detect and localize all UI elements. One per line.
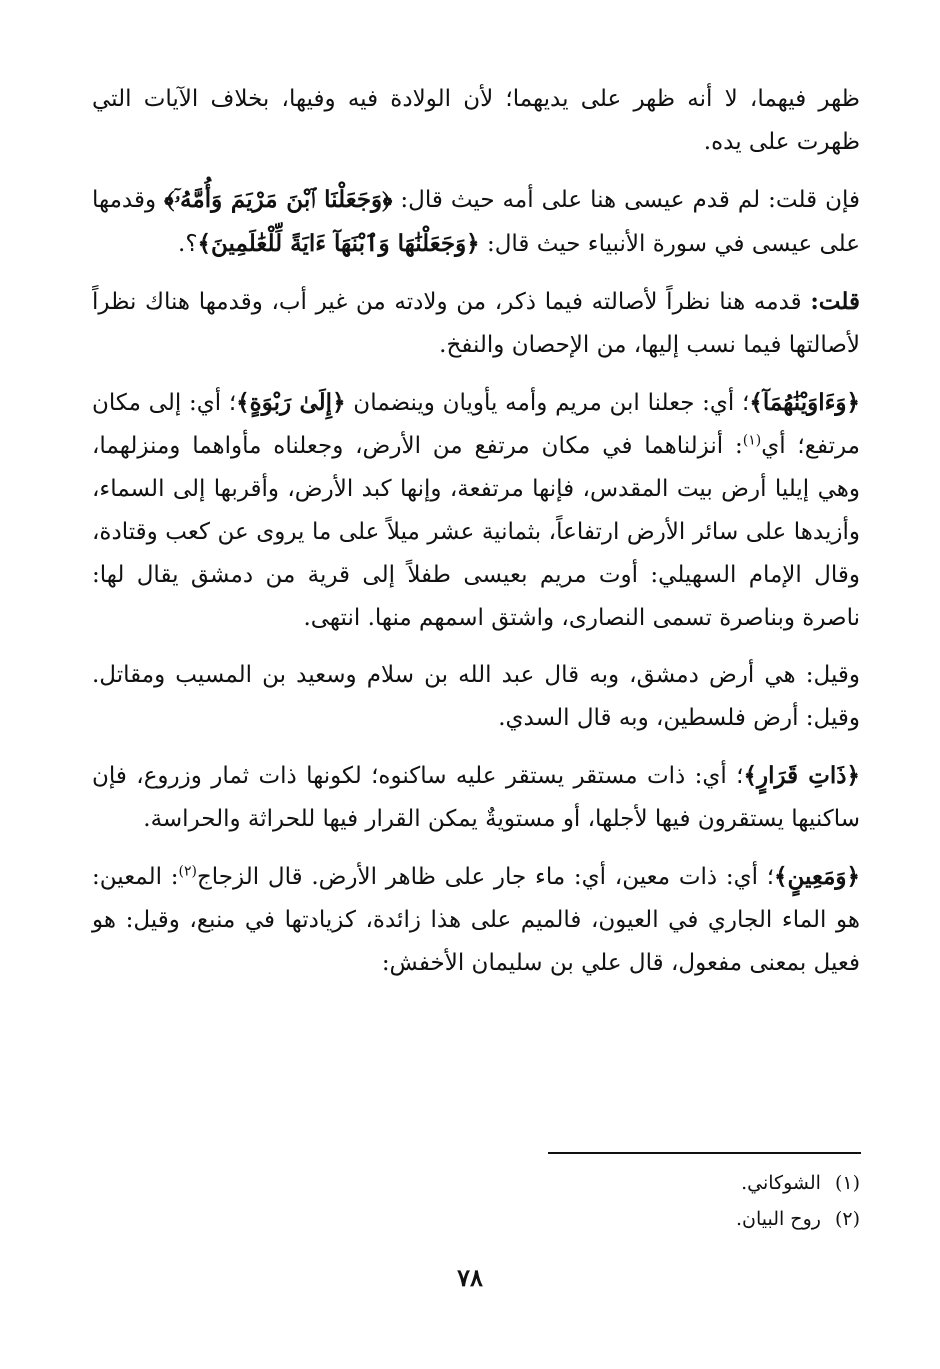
footnote-text: الشوكاني. bbox=[741, 1172, 821, 1194]
footnote-reference: (٢) bbox=[178, 863, 197, 880]
paragraph-p7 bbox=[92, 855, 860, 985]
quran-quote: ﴿وَجَعَلْنَا ٱبْنَ مَرْيَمَ وَأُمَّهُۥٓ﴾ bbox=[164, 186, 393, 213]
text-run: قدمه هنا نظراً لأصالته فيما ذكر، من ولادته من غير أب، وقدمها هناك نظراً لأصالتها فيما نسب إليها، من الإحصان والنفخ. bbox=[92, 289, 860, 358]
footnote-number: (٢) bbox=[834, 1208, 860, 1230]
footnote-divider bbox=[548, 1152, 861, 1154]
quran-quote: ﴿وَمَعِينٍ﴾ bbox=[774, 863, 860, 890]
footnote-2 bbox=[360, 1201, 860, 1237]
quran-quote: ﴿وَجَعَلْنَٰهَا وَٱبْنَهَآ ءَايَةً لِّلْعَٰلَمِينَ﴾ bbox=[197, 230, 480, 257]
text-run: ؛ أي: جعلنا ابن مريم وأمه يأويان وينضمان bbox=[345, 390, 750, 416]
text-run: ؛ أي: ذات مستقر يستقر عليه ساكنوه؛ لكونها ذات ثمار وزروع، فإن ساكنيها يستقرون فيها لأجلها، أو مستويةٌ يمكن القرار فيها للحراثة والحراسة. bbox=[92, 763, 860, 832]
paragraph-p3 bbox=[92, 280, 860, 367]
footnote-number: (١) bbox=[834, 1172, 860, 1194]
text-run: ؛ أي: إلى مكان مرتفع؛ أي bbox=[92, 390, 860, 459]
paragraph-p6 bbox=[92, 754, 860, 841]
footnote-text: روح البيان. bbox=[735, 1208, 821, 1230]
lead-word: قلت: bbox=[810, 288, 860, 315]
paragraph-p5 bbox=[92, 654, 860, 740]
text-run: وقدمها على عيسى في سورة الأنبياء حيث قال: bbox=[92, 187, 860, 257]
text-run: : المعين: هو الماء الجاري في العيون، فالميم على هذا زائدة، كزيادتها في منبع، وقيل: هو فعيل بمعنى مفعول، قال علي بن سليمان الأخفش: bbox=[92, 864, 860, 976]
quran-quote: ﴿إِلَىٰ رَبْوَةٍ﴾ bbox=[236, 389, 346, 416]
page-number: ٧٨ bbox=[457, 1263, 483, 1292]
footnotes bbox=[360, 1165, 860, 1237]
footnote-reference: (١) bbox=[742, 432, 762, 449]
paragraph-p1 bbox=[92, 78, 860, 164]
text-run: فإن قلت: لم قدم عيسى هنا على أمه حيث قال: bbox=[392, 187, 860, 213]
paragraph-p4 bbox=[92, 381, 860, 640]
footnote-1 bbox=[360, 1165, 860, 1201]
text-run: ظهر فيهما، لا أنه ظهر على يديهما؛ لأن الولادة فيه وفيها، بخلاف الآيات التي ظهرت على يده. bbox=[92, 86, 860, 155]
text-run: وقيل: هي أرض دمشق، وبه قال عبد الله بن سلام وسعيد بن المسيب ومقاتل. وقيل: أرض فلسطين، وبه قال السدي. bbox=[92, 662, 860, 731]
text-run: : أنزلناهما في مكان مرتفع من الأرض، وجعلناه مأواهما ومنزلهما، وهي إيليا أرض بيت المقدس، فإنها مرتفعة، وإنها كبد الأرض، وأقربها إلى السماء، وأزيدها على سائر الأرض ارتفاعاً، بثمانية عشر ميلاً على ما يروى عن كعب وقتادة، وقال الإمام السهيلي: أوت مريم بعيسى طفلاً إلى قرية من دمشق يقال لها: ناصرة وبناصرة تسمى النصارى، واشتق اسمهم منها. انتهى. bbox=[92, 433, 860, 631]
quran-quote: ﴿وَءَاوَيْنَٰهُمَآ﴾ bbox=[749, 389, 860, 416]
paragraph-p2 bbox=[92, 178, 860, 266]
quran-quote: ﴿ذَاتِ قَرَارٍ﴾ bbox=[743, 762, 860, 789]
main-text bbox=[92, 78, 860, 985]
text-run: ؟. bbox=[178, 231, 198, 257]
text-run: ؛ أي: ذات معين، أي: ماء جار على ظاهر الأرض. قال الزجاج bbox=[196, 864, 775, 890]
